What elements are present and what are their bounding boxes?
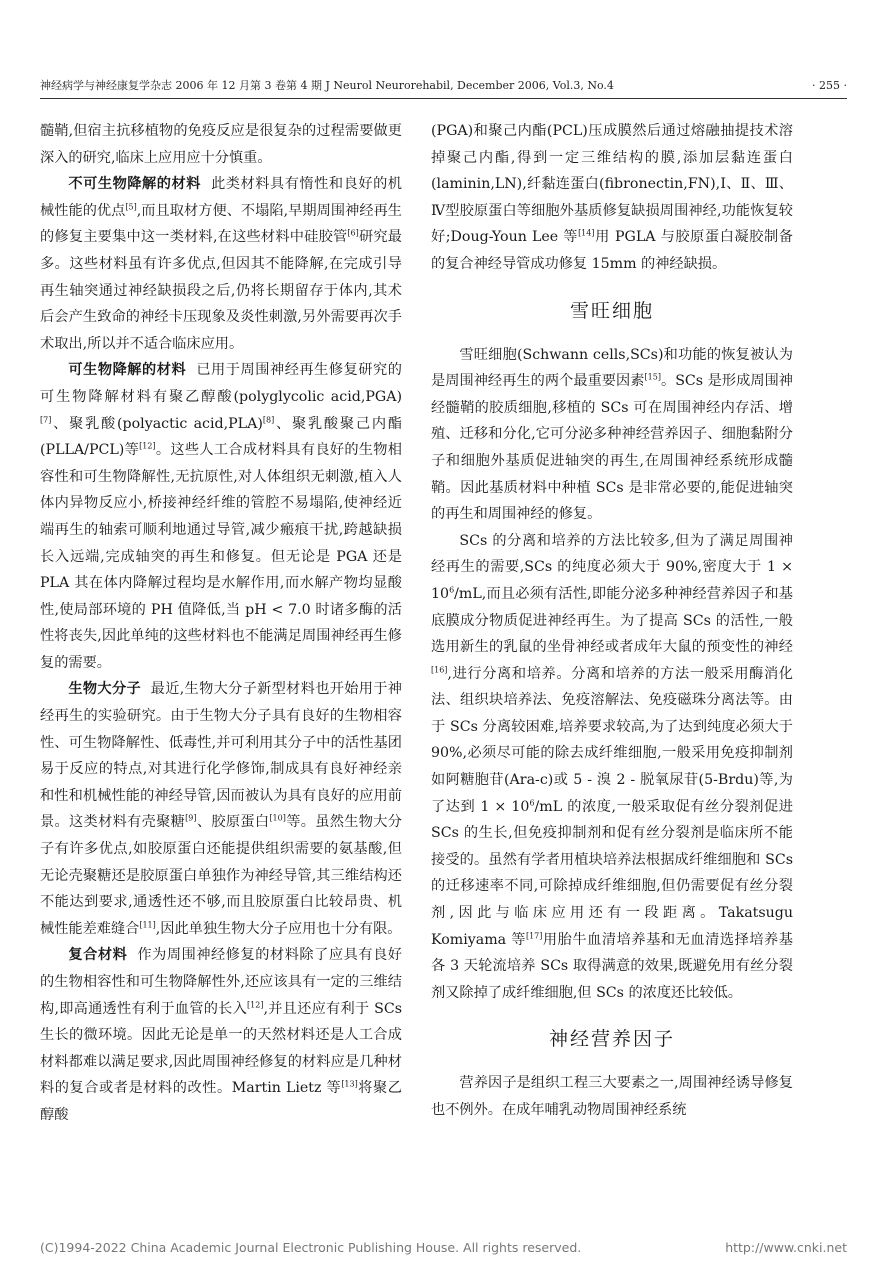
- section-heading: 神经营养因子: [548, 1028, 675, 1051]
- paragraph: SCs 的分离和培养的方法比较多,但为了满足周围神经再生的需要,SCs 的纯度必须大于 90%,密度大于 $1 \times 10^6/mL$,而且必须有活性,即能分泌多种神经营养因子和基底膜成分物质促进神经再生。为了提高 SCs 的活性,一般选用新生的乳鼠的坐骨神经或者成年大鼠的预变性的神经[16],进行分离和培养。分离和培养的方法一般采用酶消化法、组织块培养法、免疫溶解法、免疫磁珠分离法等。由于 SCs 分离较困难,培养要求较高,为了达到纯度必须大于 90%,必须尽可能的除去成纤维细胞,一般采用免疫抑制剂如阿糖胞苷(Ara-c)或 5 - 溴 2 - 脱氧尿苷(5-Brdu)等,为了达到 $1 \times 10^6/mL$ 的浓度,一般采取促有丝分裂剂促进 SCs 的生长,但免疫抑制剂和促有丝分裂剂是临床所不能接受的。虽然有学者用植块培养法根据成纤维细胞和 SCs 的迁移速率不同,可除掉成纤维细胞,但仍需要促有丝分裂剂,因此与临床应用还有一段距离。Takatsugu Komiyama 等[17]用胎牛血清培养基和无血清选择培养基各 3 天轮流培养 SCs 取得满意的效果,既避免用有丝分裂剂又除掉了成纤维细胞,但 SCs 的浓度还比较低。: [431, 532, 793, 1001]
- footer-url[interactable]: http://www.cnki.net: [725, 1240, 847, 1255]
- subheading: 不可生物降解的材料: [68, 176, 201, 193]
- citation-ref: [8]: [262, 414, 275, 424]
- copyright-footer: [40, 1240, 847, 1255]
- page-number: · 255 ·: [812, 79, 847, 92]
- citation-ref: [13]: [341, 1079, 358, 1089]
- subheading: 可生物降解的材料: [68, 362, 187, 379]
- citation-ref: [15]: [644, 372, 661, 382]
- subheading: 生物大分子: [68, 681, 141, 698]
- citation-ref: [10]: [269, 813, 286, 823]
- paragraph: (PGA)和聚己内酯(PCL)压成膜然后通过熔融抽提技术溶掉聚己内酯,得到一定三维结构的膜,添加层黏连蛋白(laminin,LN),纤黏连蛋白(fibronectin,FN),Ⅰ、Ⅱ、Ⅲ、Ⅳ型胶原蛋白等细胞外基质修复缺损周围神经,功能恢复较好;Doug-Youn Lee 等[14]用 PGLA 与胶原蛋白凝胶制备的复合神经导管成功修复 15mm 的神经缺损。: [431, 123, 793, 272]
- citation-ref: [11]: [139, 920, 156, 930]
- left-column: [40, 118, 402, 1129]
- citation-ref: [16]: [431, 664, 448, 674]
- paragraph: 雪旺细胞(Schwann cells,SCs)和功能的恢复被认为是周围神经再生的两个最重要因素[15]。SCs 是形成周围神经髓鞘的胶质细胞,移植的 SCs 可在周围神经内存活、增殖、迁移和分化,它可分泌多种神经营养因子、细胞黏附分子和细胞外基质促进轴突的再生,在周围神经系统形成髓鞘。因此基质材料中种植 SCs 是非常必要的,能促进轴突的再生和周围神经的修复。: [431, 346, 793, 523]
- exponent: 6: [449, 585, 455, 595]
- subheading: 复合材料: [68, 947, 128, 964]
- citation-ref: [12]: [247, 999, 264, 1009]
- paragraph: 可生物降解的材料 已用于周围神经再生修复研究的可生物降解材料有聚乙醇酸(polyglycolic acid,PGA)[7]、聚乳酸(polyactic acid,PLA)[8]、聚乳酸聚己内酯(PLLA/PCL)等[12]。这些人工合成材料具有良好的生物相容性和可生物降解性,无抗原性,对人体组织无刺激,植入人体内异物反应小,桥接神经纤维的管腔不易塌陷,使神经近端再生的轴索可顺利地通过导管,减少瘢痕干扰,跨越缺损长入远端,完成轴突的再生和修复。但无论是 PGA 还是 PLA 其在体内降解过程均是水解作用,而水解产物均显酸性,使局部环境的 PH 值降低,当 pH < 7.0 时诸多酶的活性将丧失,因此单纯的这些材料也不能满足周围神经再生修复的需要。: [40, 362, 402, 671]
- citation-ref: [17]: [525, 930, 543, 940]
- paragraph: 不可生物降解的材料 此类材料具有惰性和良好的机械性能的优点[5],而且取材方便、不塌陷,早期周围神经再生的修复主要集中这一类材料,在这些材料中硅胶管[6]研究最多。这些材料虽有许多优点,但因其不能降解,在完成引导再生轴突通过神经缺损段之后,仍将长期留存于体内,其术后会产生致命的神经卡压现象及炎性刺激,另外需要再次手术取出,所以并不适合临床应用。: [40, 176, 402, 352]
- paragraph: 髓鞘,但宿主抗移植物的免疫反应是很复杂的过程需要做更深入的研究,临床上应用应十分慎重。: [40, 123, 402, 166]
- section-heading: 雪旺细胞: [569, 299, 654, 322]
- copyright-text: (C)1994-2022 China Academic Journal Electronic Publishing House. All rights reserved.: [40, 1240, 582, 1255]
- right-column: [431, 118, 793, 1124]
- paragraph: 复合材料 作为周围神经修复的材料除了应具有良好的生物相容性和可生物降解性外,还应该具有一定的三维结构,即高通透性有利于血管的长入[12],并且还应有利于 SCs 生长的微环境。因此无论是单一的天然材料还是人工合成材料都难以满足要求,因此周围神经修复的材料应是几种材料的复合或者是材料的改性。Martin Lietz 等[13]将聚乙醇酸: [40, 947, 402, 1123]
- running-header: [40, 78, 847, 99]
- citation-ref: [5]: [125, 202, 137, 212]
- citation-ref: [14]: [578, 228, 595, 238]
- paragraph: 生物大分子 最近,生物大分子新型材料也开始用于神经再生的实验研究。由于生物大分子具有良好的生物相容性、可生物降解性、低毒性,并可利用其分子中的活性基团易于反应的特点,对其进行化学修饰,制成具有良好神经亲和性和机械性能的神经导管,因而被认为具有良好的应用前景。这类材料有壳聚糖[9]、胶原蛋白[10]等。虽然生物大分子有许多优点,如胶原蛋白还能提供组织需要的氨基酸,但无论壳聚糖还是胶原蛋白单独作为神经导管,其三维结构还不能达到要求,通透性还不够,而且胶原蛋白比较昂贵、机械性能差难缝合[11],因此单独生物大分子应用也十分有限。: [40, 681, 402, 937]
- journal-citation: 神经病学与神经康复学杂志 2006 年 12 月第 3 卷第 4 期 J Neurol Neurorehabil, December 2006, Vol.3, No.4: [40, 79, 614, 92]
- citation-ref: [12]: [139, 441, 156, 451]
- citation-ref: [6]: [347, 228, 359, 238]
- paragraph: 营养因子是组织工程三大要素之一,周围神经诱导修复也不例外。在成年哺乳动物周围神经系统: [431, 1075, 793, 1118]
- citation-ref: [7]: [40, 414, 52, 424]
- exponent: 6: [529, 797, 535, 807]
- citation-ref: [9]: [185, 813, 197, 823]
